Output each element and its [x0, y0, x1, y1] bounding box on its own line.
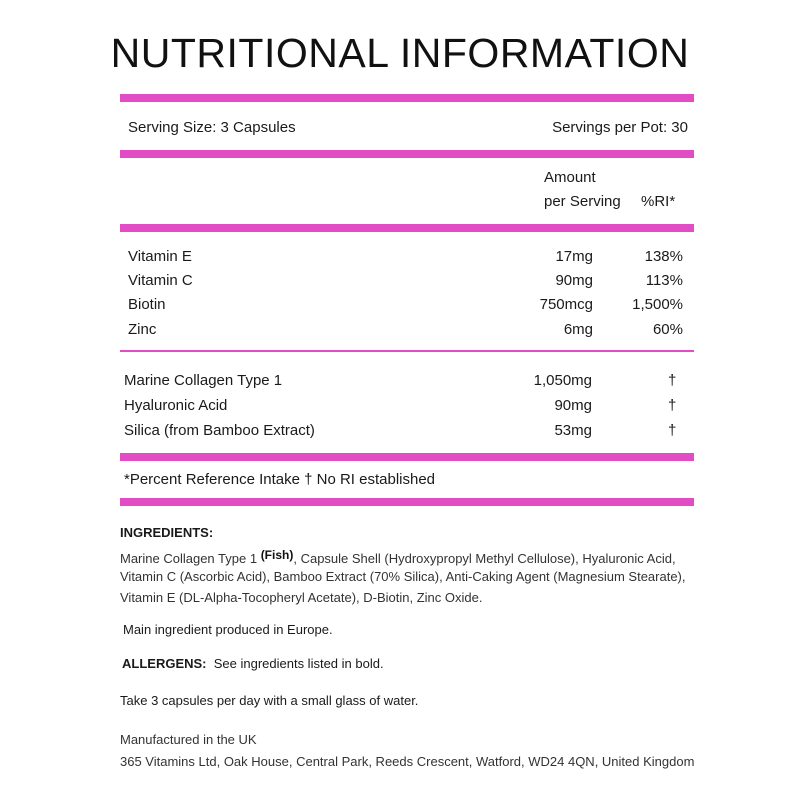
serving-size: Serving Size: 3 Capsules — [128, 119, 296, 136]
vitamin-amount: 750mcg — [539, 296, 593, 313]
vitamin-ri: 138% — [644, 248, 683, 265]
divider-serving — [120, 150, 694, 158]
directions: Take 3 capsules per day with a small glass of water. — [120, 693, 419, 708]
vitamin-name: Vitamin E — [128, 248, 192, 265]
divider-vitamins — [120, 350, 694, 352]
active-ri: † — [668, 422, 677, 439]
header-amount-line1: Amount — [544, 169, 596, 186]
ingredients-heading: INGREDIENTS: — [120, 525, 214, 540]
vitamin-name: Vitamin C — [128, 272, 193, 289]
header-ri: %RI* — [641, 193, 676, 210]
active-amount: 1,050mg — [533, 372, 592, 389]
allergens-line — [122, 656, 384, 672]
vitamin-amount: 6mg — [563, 321, 593, 338]
ingredients-line-2: Vitamin C (Ascorbic Acid), Bamboo Extract (70% Silica), Anti-Caking Agent (Magnesium Stearate), — [120, 569, 686, 584]
ingredients-line-3: Vitamin E (DL-Alpha-Tocopheryl Acetate), D-Biotin, Zinc Oxide. — [120, 590, 483, 605]
active-name: Hyaluronic Acid — [124, 397, 228, 414]
active-amount: 90mg — [554, 397, 592, 414]
divider-top — [120, 94, 694, 102]
active-ri: † — [668, 397, 677, 414]
page-title: NUTRITIONAL INFORMATION — [110, 30, 690, 76]
vitamin-amount: 17mg — [555, 248, 593, 265]
divider-header — [120, 224, 694, 232]
header-amount-line2: per Serving — [544, 193, 621, 210]
vitamin-name: Zinc — [128, 321, 157, 338]
vitamin-ri: 1,500% — [632, 296, 683, 313]
divider-actives — [120, 453, 694, 461]
allergen-fish: (Fish) — [260, 548, 294, 562]
active-name: Marine Collagen Type 1 — [124, 372, 283, 389]
vitamin-ri: 113% — [645, 272, 683, 289]
vitamin-name: Biotin — [128, 296, 166, 313]
active-amount: 53mg — [554, 422, 592, 439]
manufacturer-line-1: Manufactured in the UK — [120, 732, 257, 747]
origin-statement: Main ingredient produced in Europe. — [123, 622, 333, 637]
active-name: Silica (from Bamboo Extract) — [124, 422, 315, 439]
servings-per-pot: Servings per Pot: 30 — [552, 119, 688, 136]
vitamin-amount: 90mg — [555, 272, 593, 289]
footnote: *Percent Reference Intake † No RI established — [124, 471, 436, 488]
allergens-text: See ingredients listed in bold. — [213, 656, 384, 671]
ingredients-text: Marine Collagen Type 1 — [120, 551, 261, 566]
vitamin-ri: 60% — [652, 321, 683, 338]
ingredients-text: , Capsule Shell (Hydroxypropyl Methyl Cellulose), Hyaluronic Acid, — [293, 551, 676, 566]
active-ri: † — [668, 372, 677, 389]
manufacturer-line-2: 365 Vitamins Ltd, Oak House, Central Park, Reeds Crescent, Watford, WD24 4QN, United Kingdom — [120, 754, 695, 769]
allergens-label: ALLERGENS: — [122, 656, 207, 671]
divider-bottom — [120, 498, 694, 506]
